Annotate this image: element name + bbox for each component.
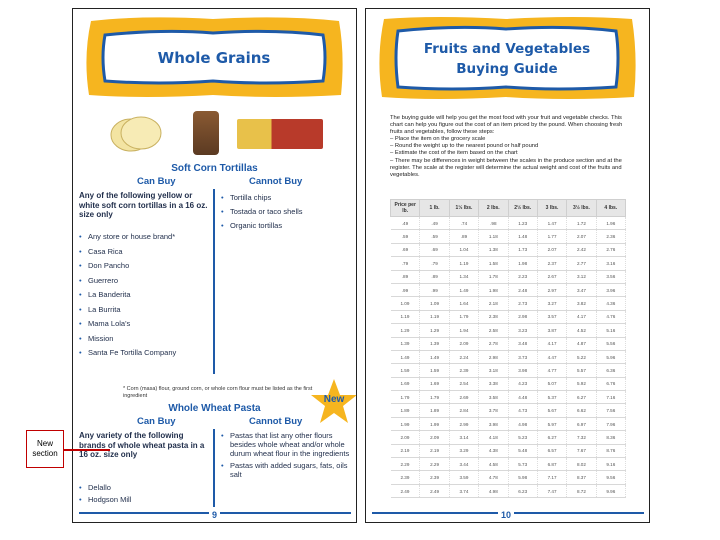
corn-column-divider <box>213 189 215 374</box>
table-cell: 5.22 <box>567 350 596 363</box>
table-cell: 3.18 <box>479 364 508 377</box>
table-cell: 4.98 <box>479 484 508 497</box>
table-cell: 2.19 <box>391 444 420 457</box>
table-cell: 2.78 <box>479 337 508 350</box>
table-cell: 3.78 <box>479 404 508 417</box>
table-cell: 2.39 <box>449 364 478 377</box>
table-cell: 4.98 <box>508 417 537 430</box>
table-cell: 4.17 <box>537 337 566 350</box>
table-cell: 2.09 <box>391 431 420 444</box>
table-cell: .79 <box>391 257 420 270</box>
guide-paragraph: The buying guide will help you get the most food with your fruit and vegetable checks. This chart can help you figure out the cost of an item priced by the pound. When choosing fresh fruits and vegetables, follow these steps: <box>390 115 623 136</box>
table-cell: 1.58 <box>479 257 508 270</box>
table-cell: 7.56 <box>596 404 625 417</box>
corn-can-buy-list <box>79 232 211 363</box>
table-row <box>391 404 626 417</box>
table-cell: 3.74 <box>449 484 478 497</box>
table-cell: 7.67 <box>567 444 596 457</box>
table-cell: 1.49 <box>391 350 420 363</box>
table-cell: 4.48 <box>508 391 537 404</box>
list-item: • Any store or house brand* <box>79 232 211 241</box>
list-item: • Tostada or taco shells <box>221 207 353 216</box>
table-cell: 4.76 <box>596 310 625 323</box>
table-cell: 3.57 <box>537 310 566 323</box>
table-cell: 4.52 <box>567 324 596 337</box>
whole-grains-banner <box>83 15 345 99</box>
table-cell: 3.44 <box>449 458 478 471</box>
table-cell: .59 <box>391 230 420 243</box>
guide-step: – Round the weight up to the nearest pound or half pound <box>390 143 539 150</box>
fruits-vegetables-banner <box>376 15 638 99</box>
table-header-cell: 1½ lbs. <box>449 200 478 217</box>
table-row <box>391 217 626 230</box>
table-cell: 3.16 <box>596 257 625 270</box>
table-cell: 7.96 <box>596 417 625 430</box>
table-cell: 1.78 <box>479 270 508 283</box>
table-cell: 1.94 <box>449 324 478 337</box>
table-cell: 3.82 <box>567 297 596 310</box>
table-cell: .99 <box>420 283 449 296</box>
table-cell: 2.42 <box>567 243 596 256</box>
table-cell: 2.39 <box>391 471 420 484</box>
table-cell: 6.27 <box>567 391 596 404</box>
table-header-cell: 2½ lbs. <box>508 200 537 217</box>
table-cell: 1.64 <box>449 297 478 310</box>
table-cell: 1.34 <box>449 270 478 283</box>
table-row <box>391 377 626 390</box>
table-row <box>391 257 626 270</box>
corn-cannot-buy-heading: Cannot Buy <box>249 176 303 187</box>
table-cell: .69 <box>391 243 420 256</box>
table-cell: 2.97 <box>537 283 566 296</box>
table-cell: 1.79 <box>391 391 420 404</box>
table-cell: 4.78 <box>479 471 508 484</box>
table-cell: 7.47 <box>537 484 566 497</box>
table-row <box>391 364 626 377</box>
tortilla-bag-image <box>193 111 219 155</box>
tortilla-box-image <box>237 119 323 149</box>
corn-cannot-buy-list <box>221 193 353 235</box>
table-cell: 8.02 <box>567 458 596 471</box>
table-cell: 2.73 <box>508 297 537 310</box>
page-number: 9 <box>209 510 220 520</box>
table-cell: 6.27 <box>537 431 566 444</box>
table-cell: 3.58 <box>479 391 508 404</box>
table-cell: 2.37 <box>537 257 566 270</box>
pasta-cannot-buy-heading: Cannot Buy <box>249 416 303 427</box>
table-cell: .79 <box>420 257 449 270</box>
table-cell: 3.56 <box>596 270 625 283</box>
corn-can-buy-heading: Can Buy <box>137 176 176 187</box>
table-cell: 3.38 <box>479 377 508 390</box>
table-cell: 5.98 <box>508 471 537 484</box>
banner-shape <box>376 15 638 99</box>
table-cell: 6.23 <box>508 484 537 497</box>
pasta-column-divider <box>213 429 215 507</box>
table-cell: 2.18 <box>479 297 508 310</box>
table-cell: 3.23 <box>508 324 537 337</box>
table-row <box>391 350 626 363</box>
table-header-cell: 4 lbs. <box>596 200 625 217</box>
table-cell: 9.16 <box>596 458 625 471</box>
table-row <box>391 310 626 323</box>
table-cell: 5.67 <box>537 404 566 417</box>
table-cell: 6.76 <box>596 377 625 390</box>
table-cell: 3.48 <box>508 337 537 350</box>
table-cell: 2.49 <box>420 484 449 497</box>
table-header-cell: 2 lbs. <box>479 200 508 217</box>
table-cell: 2.09 <box>420 431 449 444</box>
list-item: • Casa Rica <box>79 247 211 256</box>
table-cell: 1.29 <box>391 324 420 337</box>
table-cell: 5.56 <box>596 337 625 350</box>
table-header-row <box>391 200 626 217</box>
table-cell: 2.09 <box>449 337 478 350</box>
table-cell: 1.09 <box>420 297 449 310</box>
callout-line2: section <box>32 449 58 458</box>
table-cell: 4.23 <box>508 377 537 390</box>
table-cell: 4.18 <box>479 431 508 444</box>
pasta-can-buy-heading: Can Buy <box>137 416 176 427</box>
table-cell: 9.56 <box>596 471 625 484</box>
table-cell: 9.96 <box>596 484 625 497</box>
table-header-cell: 3 lbs. <box>537 200 566 217</box>
table-cell: 3.27 <box>537 297 566 310</box>
table-row <box>391 324 626 337</box>
table-cell: 8.36 <box>596 431 625 444</box>
table-cell: 3.47 <box>567 283 596 296</box>
table-cell: 1.49 <box>449 283 478 296</box>
table-row <box>391 230 626 243</box>
new-star-badge <box>309 377 357 427</box>
list-item: • Organic tortillas <box>221 221 353 230</box>
table-cell: 5.07 <box>537 377 566 390</box>
table-cell: 1.59 <box>420 364 449 377</box>
banner-title: Whole Grains <box>157 49 271 67</box>
table-cell: 1.47 <box>537 217 566 230</box>
table-cell: 4.87 <box>567 337 596 350</box>
table-cell: .74 <box>449 217 478 230</box>
guide-steps <box>390 136 626 179</box>
corn-intro: Any of the following yellow or white soft corn tortillas in a 16 oz. size only <box>79 191 208 219</box>
table-cell: 2.84 <box>449 404 478 417</box>
table-cell: 1.99 <box>420 417 449 430</box>
banner-title-line1: Fruits and Vegetables <box>423 41 591 57</box>
table-cell: 1.09 <box>391 297 420 310</box>
banner-title-line2: Buying Guide <box>456 61 558 77</box>
table-row <box>391 431 626 444</box>
table-cell: 5.92 <box>567 377 596 390</box>
table-cell: 4.58 <box>479 458 508 471</box>
table-cell: 1.38 <box>479 243 508 256</box>
table-cell: 1.98 <box>479 283 508 296</box>
table-cell: .98 <box>479 217 508 230</box>
table-cell: 1.79 <box>420 391 449 404</box>
table-cell: 1.89 <box>420 404 449 417</box>
table-cell: 5.16 <box>596 324 625 337</box>
table-cell: 2.07 <box>537 243 566 256</box>
table-cell: 1.72 <box>567 217 596 230</box>
table-cell: .89 <box>391 270 420 283</box>
table-header-cell: 3½ lbs. <box>567 200 596 217</box>
table-row <box>391 417 626 430</box>
buying-guide-text <box>390 115 626 179</box>
table-cell: 6.87 <box>537 458 566 471</box>
table-cell: 8.37 <box>567 471 596 484</box>
table-row <box>391 391 626 404</box>
table-cell: 3.12 <box>567 270 596 283</box>
table-cell: 3.14 <box>449 431 478 444</box>
table-cell: 7.17 <box>537 471 566 484</box>
table-cell: 4.77 <box>537 364 566 377</box>
table-row <box>391 337 626 350</box>
table-cell: 7.16 <box>596 391 625 404</box>
table-cell: 2.39 <box>420 471 449 484</box>
table-cell: 2.54 <box>449 377 478 390</box>
table-cell: 1.73 <box>508 243 537 256</box>
table-cell: 3.59 <box>449 471 478 484</box>
table-cell: 4.17 <box>567 310 596 323</box>
table-cell: 1.04 <box>449 243 478 256</box>
list-item: • Hodgson Mill <box>79 495 211 504</box>
list-item: • Don Pancho <box>79 261 211 270</box>
table-cell: 2.19 <box>420 444 449 457</box>
corn-footnote: * Corn (masa) flour, ground corn, or whole corn flour must be listed as the first ingredient <box>123 386 313 399</box>
table-cell: 2.69 <box>449 391 478 404</box>
table-cell: 5.73 <box>508 458 537 471</box>
table-cell: 2.38 <box>479 310 508 323</box>
table-cell: 6.57 <box>537 444 566 457</box>
list-item: • Mama Lola's <box>79 319 211 328</box>
table-cell: 2.24 <box>449 350 478 363</box>
table-cell: 5.37 <box>537 391 566 404</box>
table-cell: 3.98 <box>508 364 537 377</box>
table-cell: 4.38 <box>479 444 508 457</box>
list-item: • Guerrero <box>79 276 211 285</box>
list-item: • Tortilla chips <box>221 193 353 202</box>
table-cell: 1.18 <box>479 230 508 243</box>
table-cell: 1.89 <box>391 404 420 417</box>
table-cell: 1.19 <box>420 310 449 323</box>
table-cell: 1.49 <box>420 350 449 363</box>
table-cell: 5.96 <box>596 350 625 363</box>
table-cell: 2.29 <box>391 458 420 471</box>
table-cell: .89 <box>449 230 478 243</box>
table-cell: 4.47 <box>537 350 566 363</box>
list-item: • Santa Fe Tortilla Company <box>79 348 211 357</box>
table-cell: 1.48 <box>508 230 537 243</box>
table-cell: 2.77 <box>567 257 596 270</box>
pasta-can-buy-list <box>79 483 211 507</box>
table-cell: 8.76 <box>596 444 625 457</box>
table-cell: 1.23 <box>508 217 537 230</box>
table-cell: .89 <box>420 270 449 283</box>
table-cell: 2.36 <box>596 230 625 243</box>
callout-arrow <box>64 448 110 452</box>
table-row <box>391 458 626 471</box>
table-header-cell: 1 lb. <box>420 200 449 217</box>
table-cell: 1.39 <box>391 337 420 350</box>
table-cell: 6.97 <box>567 417 596 430</box>
page-number: 10 <box>498 510 514 520</box>
table-cell: .59 <box>420 230 449 243</box>
table-cell: 2.29 <box>420 458 449 471</box>
tortilla-image <box>109 115 163 153</box>
pasta-section-title: Whole Wheat Pasta <box>168 403 261 414</box>
table-cell: 2.98 <box>479 350 508 363</box>
table-cell: 5.48 <box>508 444 537 457</box>
table-cell: 1.39 <box>420 337 449 350</box>
pasta-cannot-buy-list <box>221 431 353 482</box>
table-cell: 2.58 <box>479 324 508 337</box>
table-cell: 4.36 <box>596 297 625 310</box>
table-cell: 1.98 <box>508 257 537 270</box>
table-cell: .69 <box>420 243 449 256</box>
new-section-callout <box>26 430 64 468</box>
table-row <box>391 297 626 310</box>
guide-step: – There may be differences in weight between the scales in the produce section and at the register. The scale at the register will determine the actual weight and cost of the fruits and vegetables. <box>390 157 622 178</box>
table-cell: 8.72 <box>567 484 596 497</box>
table-cell: 7.32 <box>567 431 596 444</box>
table-cell: 1.99 <box>391 417 420 430</box>
table-cell: 2.99 <box>449 417 478 430</box>
callout-line1: New <box>36 439 53 448</box>
right-page <box>365 8 650 523</box>
table-cell: 1.69 <box>391 377 420 390</box>
table-cell: 1.69 <box>420 377 449 390</box>
table-row <box>391 243 626 256</box>
table-cell: 3.29 <box>449 444 478 457</box>
pasta-intro: Any variety of the following brands of whole wheat pasta in a 16 oz. size only <box>79 431 205 459</box>
table-cell: 2.49 <box>391 484 420 497</box>
table-cell: 3.87 <box>537 324 566 337</box>
list-item: • Pastas with added sugars, fats, oils salt <box>221 461 353 479</box>
list-item: • Mission <box>79 334 211 343</box>
left-page <box>72 8 357 523</box>
table-cell: 3.96 <box>596 283 625 296</box>
table-cell: 1.29 <box>420 324 449 337</box>
table-cell: 1.19 <box>449 257 478 270</box>
table-cell: 4.73 <box>508 404 537 417</box>
table-cell: 1.59 <box>391 364 420 377</box>
table-row <box>391 270 626 283</box>
table-cell: 6.62 <box>567 404 596 417</box>
guide-step: – Place the item on the grocery scale <box>390 136 486 143</box>
new-badge-label: New <box>323 394 345 405</box>
table-cell: 2.48 <box>508 283 537 296</box>
list-item: • La Burrita <box>79 305 211 314</box>
list-item: • Delallo <box>79 483 211 492</box>
table-cell: 5.97 <box>537 417 566 430</box>
table-cell: 1.19 <box>391 310 420 323</box>
table-cell: 2.67 <box>537 270 566 283</box>
table-header-cell: Price per lb. <box>391 200 420 217</box>
guide-step: – Estimate the cost of the item based on the chart <box>390 150 518 157</box>
table-cell: 2.23 <box>508 270 537 283</box>
table-row <box>391 484 626 497</box>
table-cell: 3.73 <box>508 350 537 363</box>
corn-section-title: Soft Corn Tortillas <box>171 163 258 174</box>
table-row <box>391 283 626 296</box>
table-cell: 6.36 <box>596 364 625 377</box>
price-per-pound-table <box>390 199 626 498</box>
table-cell: .49 <box>391 217 420 230</box>
table-cell: 5.23 <box>508 431 537 444</box>
table-cell: 1.96 <box>596 217 625 230</box>
table-row <box>391 471 626 484</box>
table-cell: .49 <box>420 217 449 230</box>
table-cell: .99 <box>391 283 420 296</box>
table-cell: 2.76 <box>596 243 625 256</box>
table-cell: 1.79 <box>449 310 478 323</box>
table-cell: 2.07 <box>567 230 596 243</box>
table-cell: 2.98 <box>508 310 537 323</box>
table-cell: 1.77 <box>537 230 566 243</box>
table-row <box>391 444 626 457</box>
table-cell: 5.57 <box>567 364 596 377</box>
list-item: • La Banderita <box>79 290 211 299</box>
table-cell: 3.98 <box>479 417 508 430</box>
list-item: • Pastas that list any other flours besides whole wheat and/or whole durum wheat flour in the ingredients <box>221 431 353 458</box>
